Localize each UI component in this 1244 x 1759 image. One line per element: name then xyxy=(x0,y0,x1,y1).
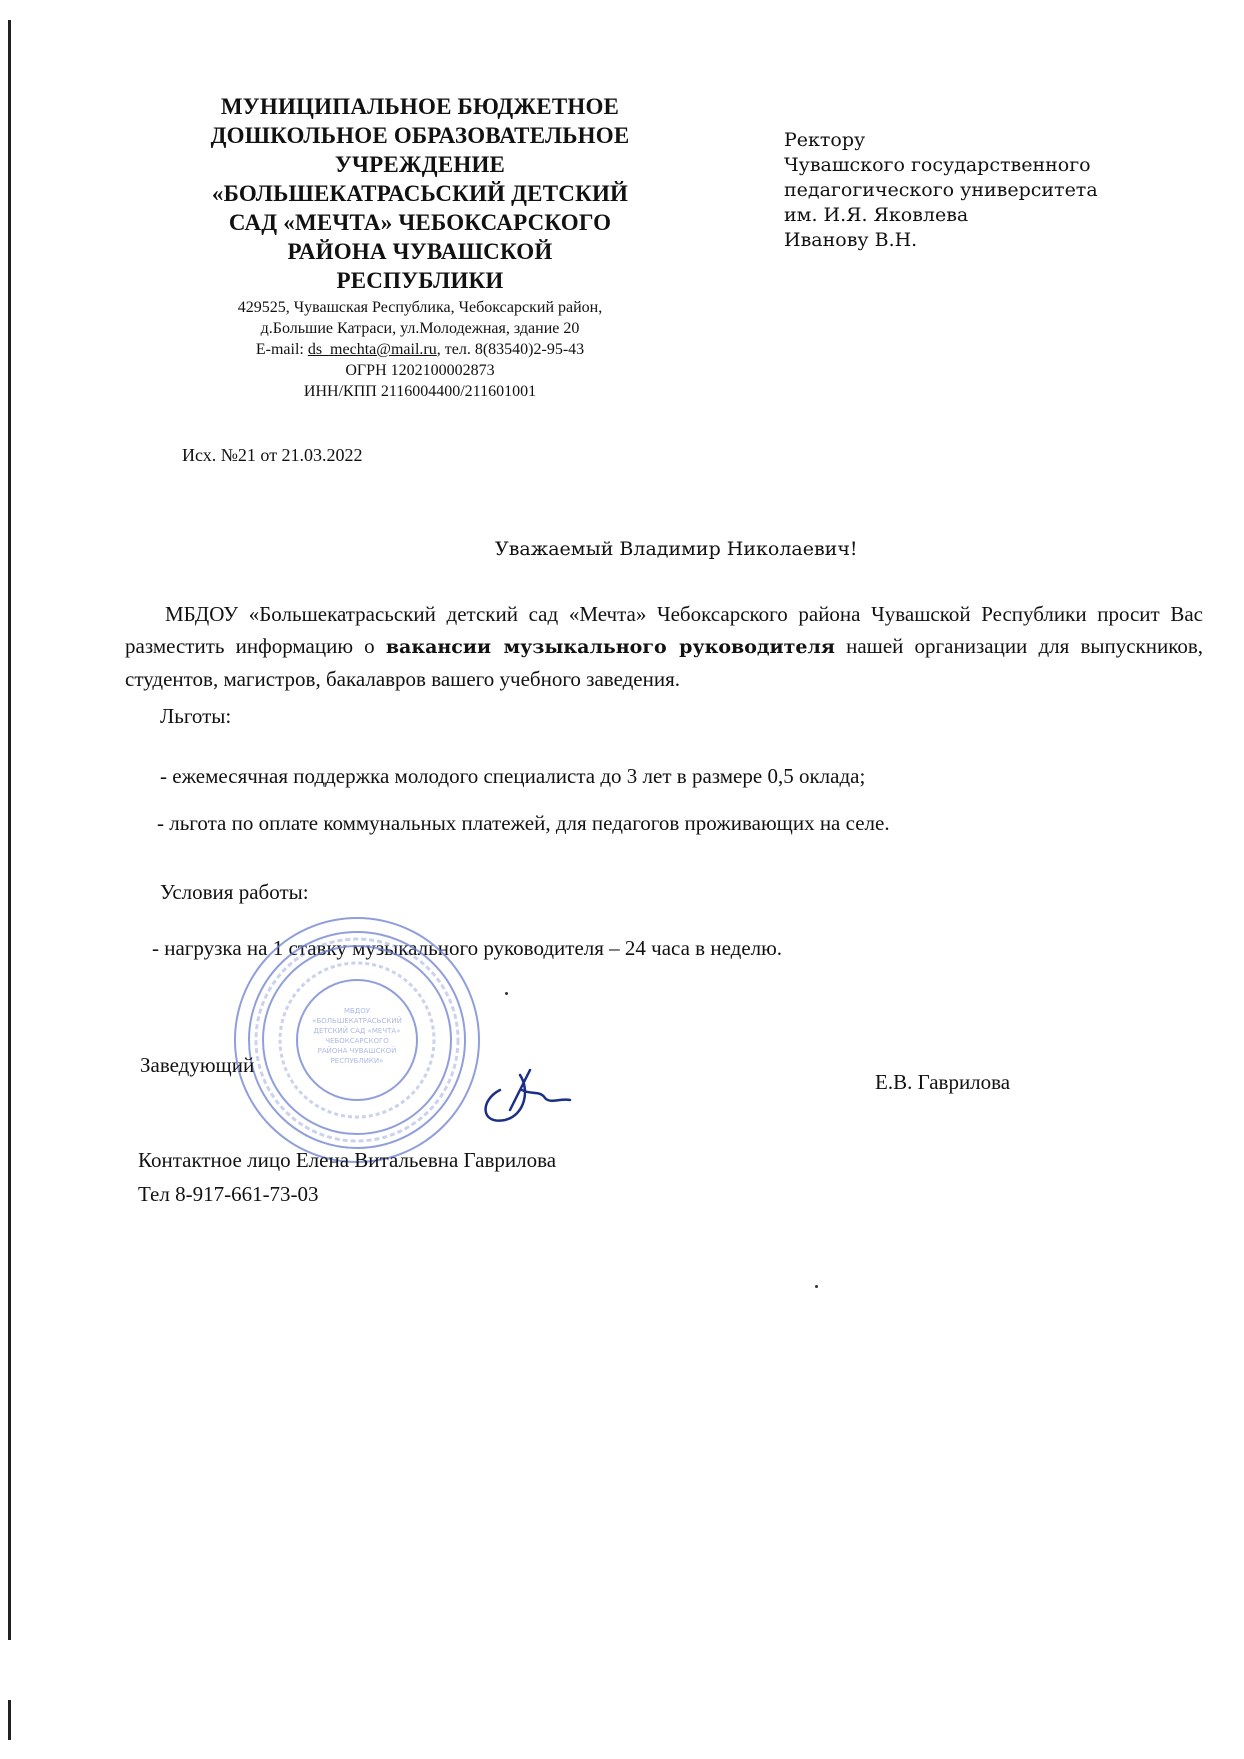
conditions-title: Условия работы: xyxy=(160,880,309,904)
recipient-line: Иванову В.Н. xyxy=(784,229,918,251)
stamp-text-line: РАЙОНА ЧУВАШСКОЙ xyxy=(317,1047,397,1055)
benefit-item: - ежемесячная поддержка молодого специалиста до 3 лет в размере 0,5 оклада; xyxy=(160,764,866,788)
letter-body xyxy=(125,598,1203,695)
org-name-line: РЕСПУБЛИКИ xyxy=(336,268,504,293)
stamp-text-line: РЕСПУБЛИКИ» xyxy=(330,1057,384,1065)
stamp-text-line: МБДОУ xyxy=(343,1007,371,1015)
stamp-text-line: ЧЕБОКСАРСКОГО xyxy=(325,1037,389,1045)
recipient-line: им. И.Я. Яковлева xyxy=(784,204,969,226)
signatory-position: Заведующий xyxy=(140,1053,255,1077)
main-paragraph xyxy=(125,598,1203,695)
organization-name xyxy=(185,92,655,295)
signatory-name: Е.В. Гаврилова xyxy=(875,1070,1011,1094)
email-link[interactable]: ds_mechta@mail.ru xyxy=(307,341,437,358)
organization-details xyxy=(185,297,655,402)
letterhead xyxy=(185,92,655,402)
recipient-line: педагогического университета xyxy=(784,179,1098,201)
stamp-text-line: «БОЛЬШЕКАТРАСЬСКИЙ xyxy=(312,1017,402,1025)
address-line: 429525, Чувашская Республика, Чебоксарский район, xyxy=(237,299,603,316)
address-line: д.Большие Катраси, ул.Молодежная, здание 20 xyxy=(260,320,580,337)
scan-speck xyxy=(815,1285,818,1288)
contact-line xyxy=(185,339,655,360)
benefit-item: - льгота по оплате коммунальных платежей, для педагогов проживающих на селе. xyxy=(157,811,890,835)
org-name-line: РАЙОНА ЧУВАШСКОЙ xyxy=(287,239,553,264)
signature xyxy=(470,1060,580,1130)
phone-text: , тел. 8(83540)2-95-43 xyxy=(436,341,585,358)
outgoing-reference: Исх. №21 от 21.03.2022 xyxy=(182,445,363,465)
recipient-line: Чувашского государственного xyxy=(784,154,1091,176)
inn-line: ИНН/КПП 2116004400/211601001 xyxy=(303,383,537,400)
condition-item: - нагрузка на 1 ставку музыкального руководителя – 24 часа в неделю. xyxy=(152,936,783,960)
org-name-line: УЧРЕЖДЕНИЕ xyxy=(334,152,506,177)
paragraph-start: МБДОУ «Большекатрасьский детский сад «Мечта» Чебоксарского района Чувашской Республики просит Вас разместить информацию о xyxy=(125,602,1203,658)
paragraph-end: нашей организации для выпускников, студентов, магистров, бакалавров вашего учебного заведения. xyxy=(125,634,1204,691)
benefits-title: Льготы: xyxy=(160,704,232,728)
org-name-line: ДОШКОЛЬНОЕ ОБРАЗОВАТЕЛЬНОЕ xyxy=(210,123,630,148)
vacancy-highlight: вакансии музыкального руководителя xyxy=(385,636,835,658)
org-name-line: «БОЛЬШЕКАТРАСЬСКИЙ ДЕТСКИЙ xyxy=(211,181,629,206)
ogrn-line: ОГРН 1202100002873 xyxy=(345,362,495,379)
stamp-text-line: ДЕТСКИЙ САД «МЕЧТА» xyxy=(313,1027,401,1035)
contact-phone: Тел 8-917-661-73-03 xyxy=(138,1182,319,1206)
scan-edge xyxy=(8,20,11,1640)
greeting: Уважаемый Владимир Николаевич! xyxy=(495,538,858,560)
email-prefix: E-mail: xyxy=(255,341,308,358)
recipient-line: Ректору xyxy=(784,129,866,151)
org-name-line: САД «МЕЧТА» ЧЕБОКСАРСКОГО xyxy=(228,210,612,235)
recipient-block xyxy=(784,128,1204,253)
official-stamp xyxy=(232,915,482,1165)
scan-speck xyxy=(505,992,508,995)
contact-person: Контактное лицо Елена Витальевна Гаврилова xyxy=(138,1148,557,1172)
scan-edge-lower xyxy=(8,1700,11,1740)
org-name-line: МУНИЦИПАЛЬНОЕ БЮДЖЕТНОЕ xyxy=(220,94,620,119)
